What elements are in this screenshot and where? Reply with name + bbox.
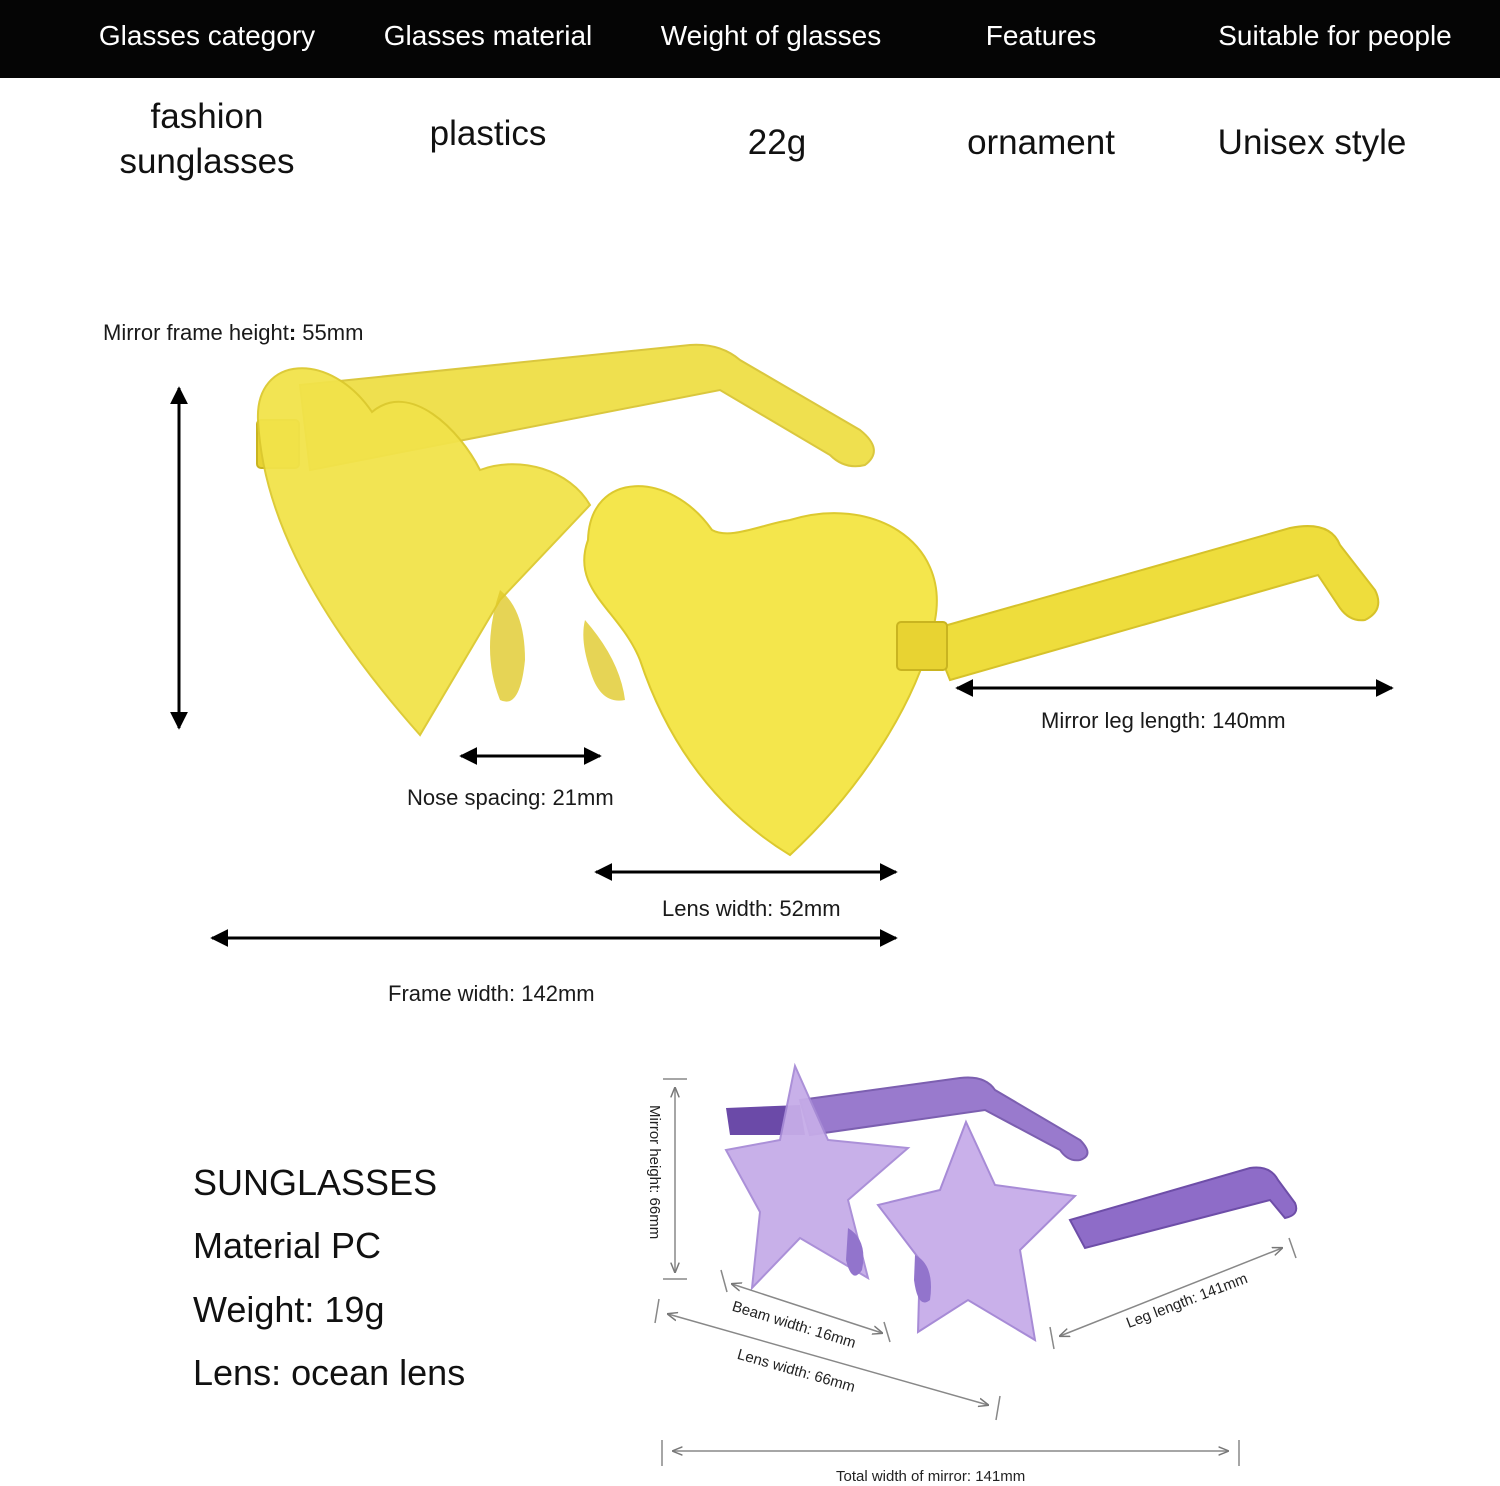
heart-right-hinge <box>897 622 947 670</box>
heart-front-temple <box>930 526 1378 680</box>
star-lens-width-label: Lens width: 66mm <box>735 1346 858 1396</box>
specs-lens: Lens: ocean lens <box>193 1352 466 1393</box>
header-glasses-category: Glasses category <box>98 20 316 51</box>
lens-width-label: Lens width: 52mm <box>662 896 841 921</box>
nose-spacing-label: Nose spacing: 21mm <box>407 785 614 810</box>
specs-weight: Weight: 19g <box>193 1289 385 1330</box>
heart-nose-pad-left <box>490 590 525 702</box>
mirror-height-label: Mirror height: 66mm <box>646 1105 663 1240</box>
header-features: Features <box>985 20 1097 51</box>
value-category-line2: sunglasses <box>119 142 295 181</box>
value-category-line1: fashion <box>150 97 264 136</box>
specs-title: SUNGLASSES <box>193 1162 438 1203</box>
star-front-temple <box>1070 1168 1296 1249</box>
star-leg-length-label: Leg length: 141mm <box>1124 1269 1250 1332</box>
star-right-lens <box>878 1122 1075 1340</box>
heart-sunglasses <box>257 345 1378 855</box>
header-suitable-for-people: Suitable for people <box>1218 20 1452 51</box>
total-width-label: Total width of mirror: 141mm <box>836 1468 1026 1485</box>
specs-material: Material PC <box>193 1225 382 1266</box>
heart-right-lens <box>584 486 937 855</box>
frame-height-value: 55mm <box>302 320 364 345</box>
leg-length-star-arrow <box>1060 1248 1282 1336</box>
heart-nose-pad-right <box>583 620 625 701</box>
value-weight: 22g <box>747 123 807 162</box>
value-suitable-for: Unisex style <box>1217 123 1407 162</box>
header-glasses-material: Glasses material <box>383 20 593 51</box>
star-nose-pad-left <box>846 1228 863 1276</box>
frame-height-caption: Mirror frame height <box>103 320 289 345</box>
leg-length-label: Mirror leg length: 140mm <box>1041 708 1286 733</box>
frame-width-label: Frame width: 142mm <box>388 981 595 1006</box>
frame-height-label: Mirror frame height: 55mm <box>103 320 364 345</box>
header-weight-of-glasses: Weight of glasses <box>660 20 882 51</box>
value-glasses-material: plastics <box>429 114 547 153</box>
value-features: ornament <box>967 123 1115 162</box>
beam-width-label: Beam width: 16mm <box>730 1298 858 1352</box>
